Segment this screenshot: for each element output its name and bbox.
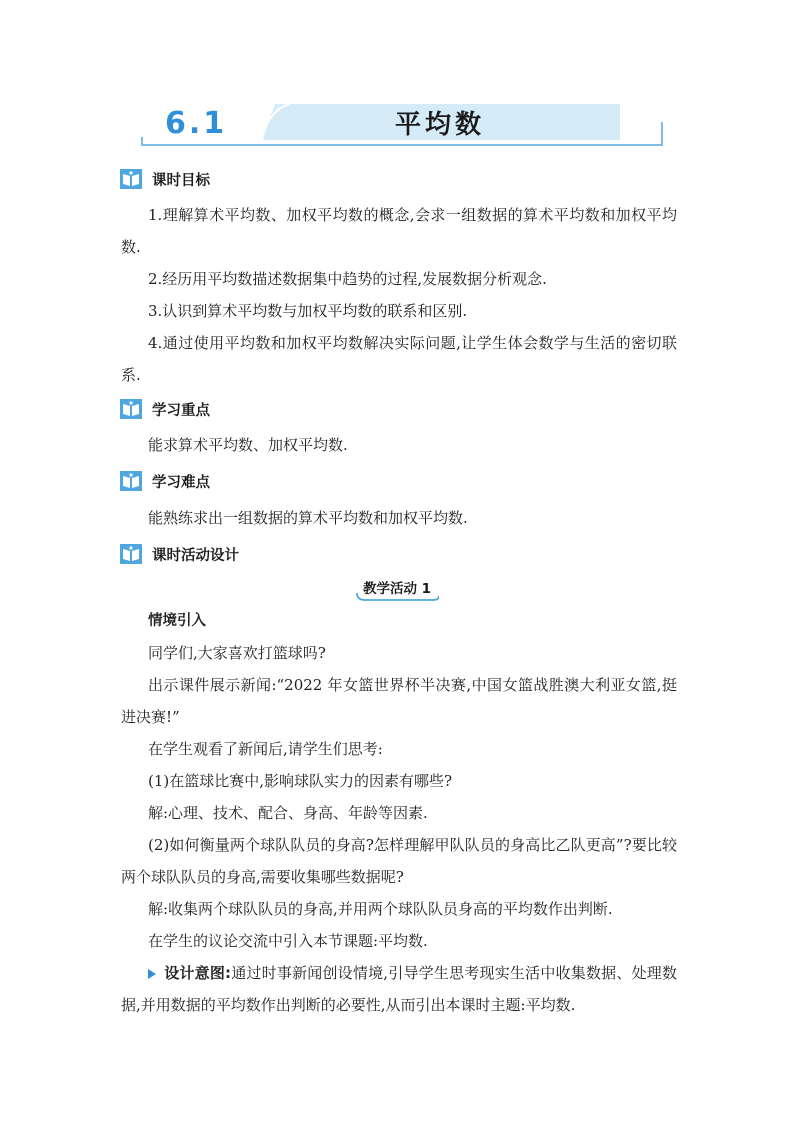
intro-answer-2: 解:收集两个球队队员的身高,并用两个球队队员身高的平均数作出判断.	[148, 900, 613, 918]
difficulties-text: 能熟练求出一组数据的算术平均数和加权平均数.	[148, 509, 468, 527]
intro-subheading: 情境引入	[148, 613, 206, 629]
key-points-heading	[120, 398, 210, 420]
design-intent-text: 通过时事新闻创设情境,引导学生思考现实生活中收集数据、处理数据,并用数据的平均数作出判断的必要性,从而引出本课时主题:平均数.	[121, 964, 677, 1014]
intro-line-2: 出示课件展示新闻:“2022 年女篮世界杯半决赛,中国女篮战胜澳大利亚女篮,挺进决赛!”	[121, 676, 677, 726]
intro-answer-1: 解:心理、技术、配合、身高、年龄等因素.	[148, 804, 428, 822]
section-title: 平均数	[394, 110, 485, 140]
key-points-text: 能求算术平均数、加权平均数.	[148, 436, 348, 454]
open-book-icon	[120, 471, 142, 491]
difficulties-heading-label: 学习难点	[152, 474, 210, 491]
goals-heading-label: 课时目标	[152, 172, 210, 189]
activity-label-badge	[355, 578, 439, 602]
intro-line-1: 同学们,大家喜欢打篮球吗?	[148, 644, 326, 662]
open-book-icon	[120, 544, 142, 564]
intro-question-1: (1)在篮球比赛中,影响球队实力的因素有哪些?	[148, 772, 453, 790]
design-heading	[120, 543, 239, 565]
arrow-right-icon	[148, 969, 156, 979]
goals-heading	[120, 168, 210, 190]
activity-label: 教学活动 1	[362, 581, 432, 597]
design-intent	[121, 957, 677, 1021]
activity-underline	[355, 592, 439, 604]
design-heading-label: 课时活动设计	[152, 547, 239, 564]
goal-item-4: 4.通过使用平均数和加权平均数解决实际问题,让学生体会数学与生活的密切联系.	[121, 334, 677, 384]
intro-conclusion: 在学生的议论交流中引入本节课题:平均数.	[148, 932, 428, 950]
intro-question-2: (2)如何衡量两个球队队员的身高?怎样理解甲队队员的身高比乙队更高”?要比较两个球队队员的身高,需要收集哪些数据呢?	[121, 836, 677, 886]
open-book-icon	[120, 399, 142, 419]
goal-item-2: 2.经历用平均数描述数据集中趋势的过程,发展数据分析观念.	[148, 270, 547, 288]
open-book-icon	[120, 169, 142, 189]
intro-line-3: 在学生观看了新闻后,请学生们思考:	[148, 740, 383, 758]
section-number: 6.1	[165, 106, 228, 141]
design-intent-label: 设计意图:	[164, 964, 232, 982]
key-points-heading-label: 学习重点	[152, 402, 210, 419]
goal-item-3: 3.认识到算术平均数与加权平均数的联系和区别.	[148, 302, 468, 320]
difficulties-heading	[120, 470, 210, 492]
header-decoration	[0, 0, 794, 170]
section-header	[0, 0, 794, 170]
goal-item-1: 1.理解算术平均数、加权平均数的概念,会求一组数据的算术平均数和加权平均数.	[121, 206, 677, 256]
